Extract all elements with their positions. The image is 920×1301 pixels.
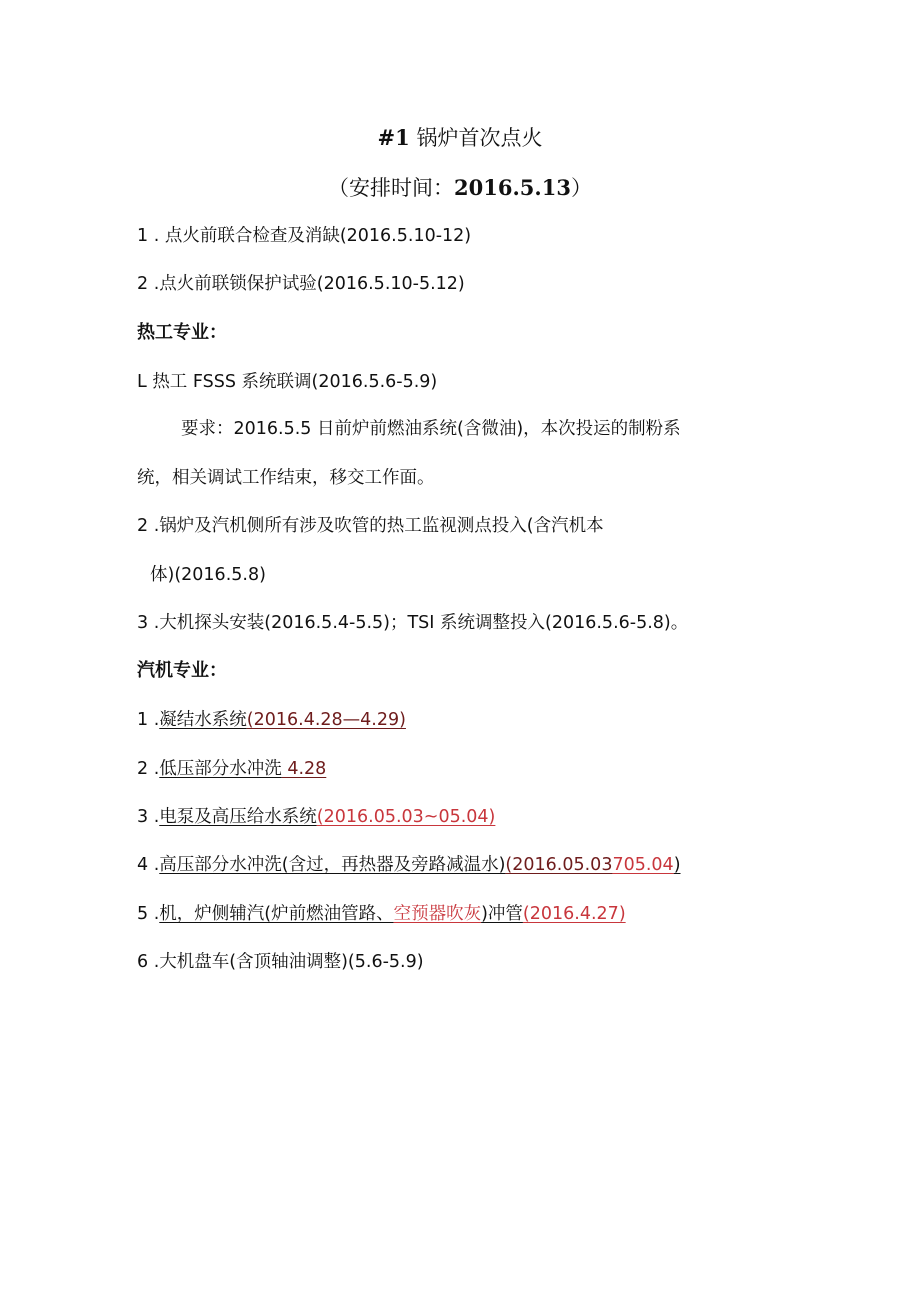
- turbine-item-5-text: 机，炉侧辅汽(炉前燃油管路、: [159, 904, 394, 924]
- thermal-item-2-line-2: 体)(2016.5.8): [150, 565, 266, 585]
- thermal-requirement-line-2: 统，相关调试工作结束，移交工作面。: [137, 468, 435, 488]
- schedule-open: （安排时间：: [328, 176, 455, 200]
- turbine-item-4: [137, 852, 681, 878]
- turbine-item-2-text: 低压部分水冲洗: [159, 759, 282, 779]
- thermal-item-1: L 热工 FSSS 系统联调(2016.5.6-5.9): [137, 372, 438, 392]
- schedule-date: 2016.5.13: [454, 175, 571, 200]
- turbine-item-5-num: 5 .: [137, 904, 160, 924]
- turbine-item-1-date: (2016.4.28—4.29): [246, 710, 406, 730]
- turbine-item-1-num: 1 .: [137, 710, 160, 730]
- thermal-item-3: 3 .大机探头安装(2016.5.4-5.5)；TSI 系统调整投入(2016.5.6-5.8)。: [137, 613, 689, 633]
- turbine-item-4-text: 高压部分水冲洗(含过，再热器及旁路减温水): [159, 855, 506, 875]
- turbine-item-3-num: 3 .: [137, 807, 160, 827]
- document-title: [0, 124, 920, 152]
- turbine-item-3-date: (2016.05.03~05.04): [316, 807, 496, 827]
- thermal-requirement-line-1: 要求：2016.5.5 日前炉前燃油系统(含微油)，本次投运的制粉系: [181, 419, 681, 439]
- general-item-1: 1 . 点火前联合检查及消缺(2016.5.10-12): [137, 226, 472, 246]
- turbine-item-5-date: (2016.4.27): [522, 904, 626, 924]
- turbine-item-4-num: 4 .: [137, 855, 160, 875]
- title-number: #1: [377, 125, 410, 150]
- turbine-item-2-num: 2 .: [137, 759, 160, 779]
- turbine-item-1: [137, 707, 406, 733]
- turbine-item-6: [137, 949, 424, 975]
- turbine-item-5-highlight: 空预器吹灰: [393, 904, 482, 924]
- turbine-item-6-num: 6 .: [137, 952, 160, 972]
- turbine-item-5: [137, 901, 626, 927]
- turbine-item-4-date-close: ): [673, 855, 681, 875]
- turbine-item-5-suffix: )冲管: [481, 904, 523, 924]
- thermal-item-2-line-1: 2 .锅炉及汽机侧所有涉及吹管的热工监视测点投入(含汽机本: [137, 516, 604, 536]
- turbine-item-4-date-end: 705.04: [612, 855, 674, 875]
- turbine-heading: 汽机专业：: [137, 660, 227, 681]
- turbine-item-4-date-start: (2016.05.03: [505, 855, 613, 875]
- thermal-heading: 热工专业：: [137, 322, 227, 343]
- turbine-item-2: [137, 756, 326, 782]
- turbine-item-3: [137, 804, 495, 830]
- schedule-line: [0, 174, 920, 202]
- turbine-item-1-text: 凝结水系统: [159, 710, 247, 730]
- title-text: 锅炉首次点火: [416, 126, 543, 150]
- turbine-item-6-text: 大机盘车(含顶轴油调整)(5.6-5.9): [159, 952, 424, 972]
- general-item-2: 2 .点火前联锁保护试验(2016.5.10-5.12): [137, 274, 465, 294]
- turbine-item-2-date: 4.28: [281, 759, 327, 779]
- schedule-close: ）: [570, 176, 592, 200]
- turbine-item-3-text: 电泵及高压给水系统: [159, 807, 317, 827]
